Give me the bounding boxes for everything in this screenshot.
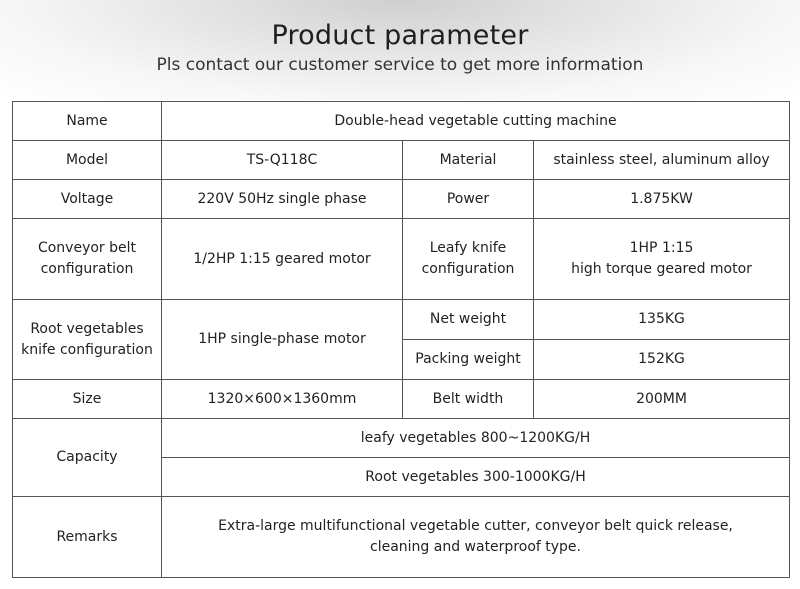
model-label: Model	[13, 141, 162, 180]
page-subtitle: Pls contact our customer service to get more information	[156, 55, 644, 75]
root-knife-label-line2: knife configuration	[21, 341, 153, 358]
material-value: stainless steel, aluminum alloy	[534, 141, 790, 180]
name-value: Double-head vegetable cutting machine	[162, 102, 790, 141]
remarks-value	[162, 497, 790, 578]
belt-width-value: 200MM	[534, 380, 790, 419]
root-knife-value: 1HP single-phase motor	[162, 300, 403, 380]
table-row-name	[13, 102, 790, 141]
table-row-remarks	[13, 497, 790, 578]
leafy-knife-label-line1: Leafy knife	[429, 240, 507, 256]
remarks-line1: Extra-large multifunctional vegetable cutter, conveyor belt quick release,	[218, 518, 733, 534]
conveyor-label-line1: Conveyor belt	[37, 240, 137, 256]
belt-width-label: Belt width	[403, 380, 534, 419]
size-value: 1320×600×1360mm	[162, 380, 403, 419]
table-row-size	[13, 380, 790, 419]
root-knife-label-line1: Root vegetables	[30, 320, 144, 337]
conveyor-label-line2: configuration	[40, 261, 134, 277]
net-weight-label: Net weight	[403, 300, 534, 340]
remarks-line2: cleaning and waterproof type.	[370, 539, 581, 555]
capacity-leafy-value: leafy vegetables 800~1200KG/H	[162, 419, 790, 458]
table-row-capacity-leafy	[13, 419, 790, 458]
table-row-model	[13, 141, 790, 180]
leafy-knife-value	[534, 219, 790, 300]
page-title: Product parameter	[271, 20, 529, 51]
table-row-voltage	[13, 180, 790, 219]
conveyor-label	[13, 219, 162, 300]
power-value: 1.875KW	[534, 180, 790, 219]
power-label: Power	[403, 180, 534, 219]
table-row-net-weight	[13, 300, 790, 340]
model-value: TS-Q118C	[162, 141, 403, 180]
conveyor-value: 1/2HP 1:15 geared motor	[162, 219, 403, 300]
size-label: Size	[13, 380, 162, 419]
packing-weight-label: Packing weight	[403, 340, 534, 380]
leafy-knife-value-line2: high torque geared motor	[571, 261, 752, 277]
leafy-knife-label	[403, 219, 534, 300]
material-label: Material	[403, 141, 534, 180]
packing-weight-value: 152KG	[534, 340, 790, 380]
capacity-root-value: Root vegetables 300-1000KG/H	[162, 458, 790, 497]
voltage-value: 220V 50Hz single phase	[162, 180, 403, 219]
leafy-knife-label-line2: configuration	[421, 261, 515, 277]
leafy-knife-value-line1: 1HP 1:15	[629, 240, 694, 256]
voltage-label: Voltage	[13, 180, 162, 219]
table-row-conveyor	[13, 219, 790, 300]
capacity-label: Capacity	[13, 419, 162, 497]
root-knife-label	[13, 300, 162, 380]
name-label: Name	[13, 102, 162, 141]
parameter-table	[12, 101, 790, 578]
net-weight-value: 135KG	[534, 300, 790, 340]
remarks-label: Remarks	[13, 497, 162, 578]
